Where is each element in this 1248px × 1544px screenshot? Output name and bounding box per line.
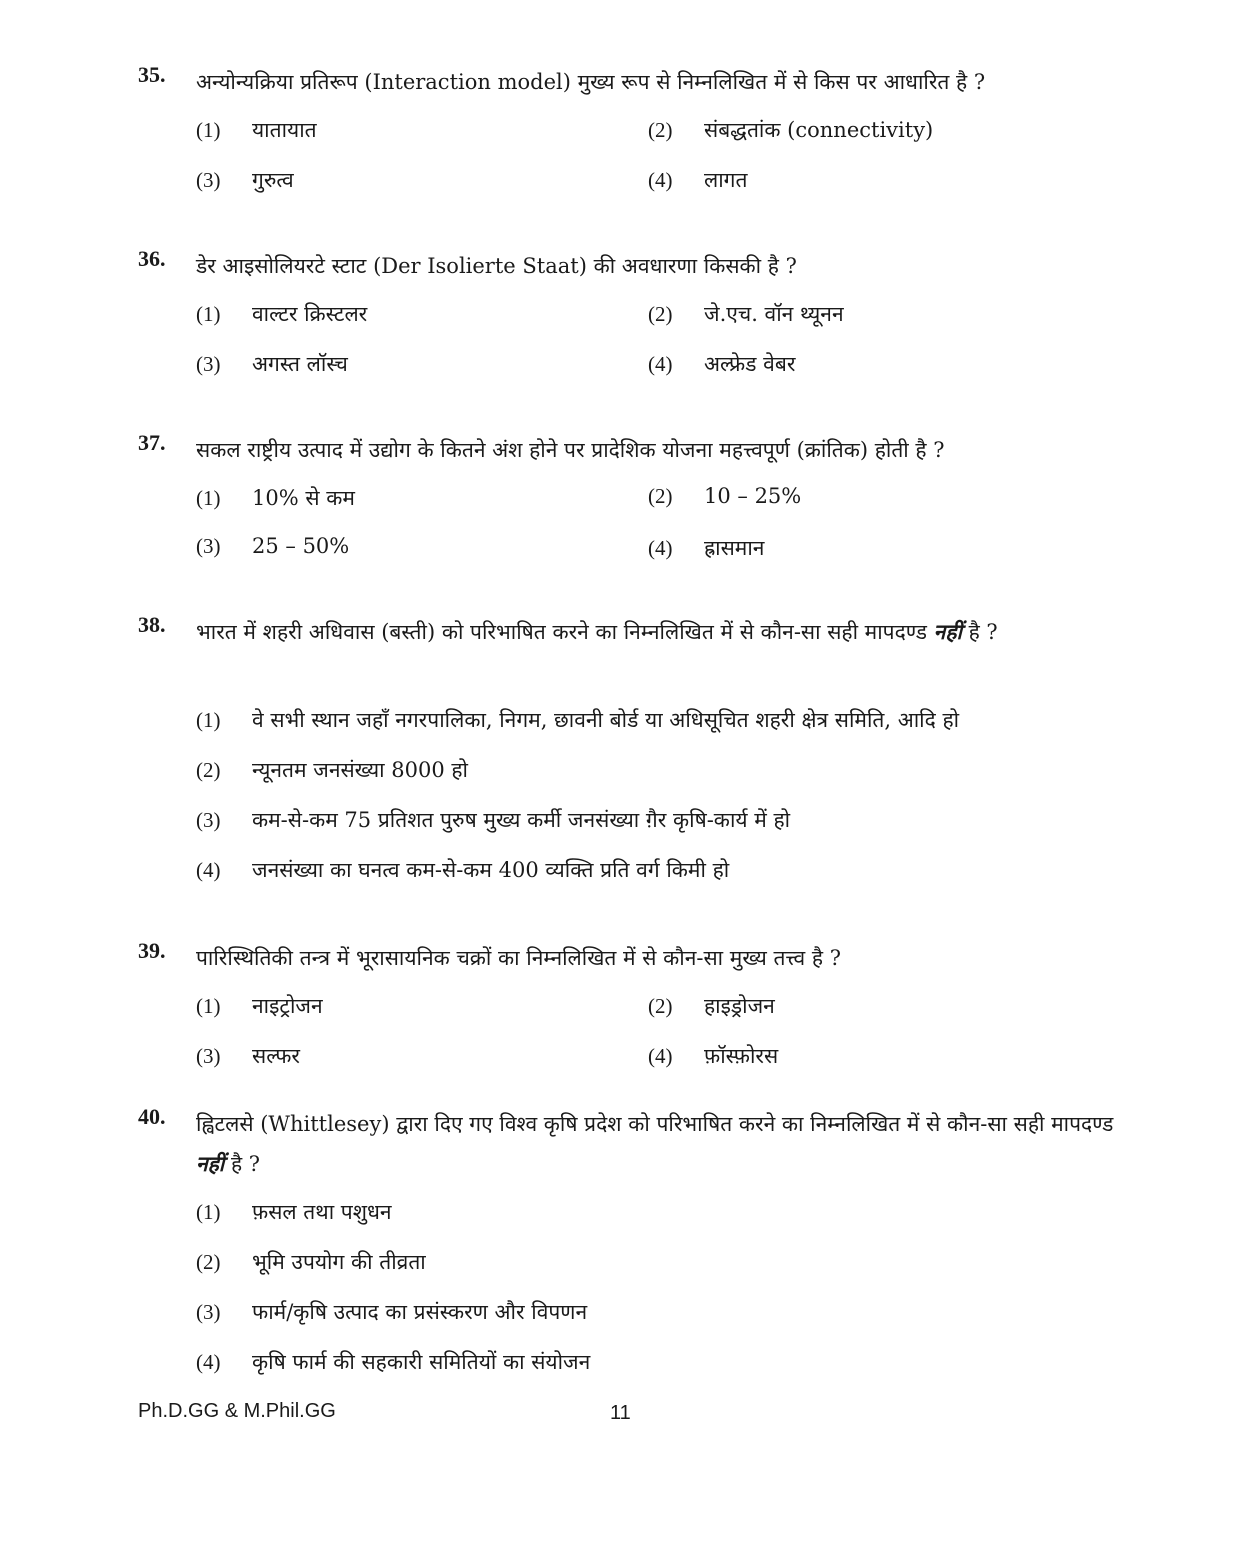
question-text: अन्योन्यक्रिया प्रतिरूप (Interaction model) मुख्य रूप से निम्नलिखित में से किस पर आधारित है ? [196,70,986,94]
option-4: (4) फ़ॉस्फ़ोरस [648,1044,779,1068]
option-1: (1) यातायात [196,118,317,142]
footer-exam-code: Ph.D.GG & M.Phil.GG [138,1400,336,1422]
option-3: (3) 25 – 50% [196,534,350,558]
option-2: (2) भूमि उपयोग की तीव्रता [196,1250,426,1274]
option-1: (1) 10% से कम [196,486,355,510]
option-2: (2) 10 – 25% [648,484,802,508]
option-2: (2) जे.एच. वॉन थ्यूनन [648,302,844,326]
option-1: (1) वाल्टर क्रिस्टलर [196,302,368,326]
question-text: सकल राष्ट्रीय उत्पाद में उद्योग के कितने अंश होने पर प्रादेशिक योजना महत्त्वपूर्ण (क्रांतिक) होती है ? [196,438,945,462]
option-4: (4) कृषि फार्म की सहकारी समितियों का संयोजन [196,1350,591,1374]
question-number: 37. [138,430,166,455]
option-4: (4) ह्रासमान [648,536,765,560]
question-text: भारत में शहरी अधिवास (बस्ती) को परिभाषित करने का निम्नलिखित में से कौन-सा सही मापदण्ड नहीं है ? [196,619,998,644]
question-text: डेर आइसोलियरटे स्टाट (Der Isolierte Staat) की अवधारणा किसकी है ? [196,254,797,278]
question-number: 38. [138,612,166,637]
emphasis-not: नहीं [933,619,962,644]
option-2: (2) न्यूनतम जनसंख्या 8000 हो [196,758,468,782]
option-3: (3) गुरुत्व [196,168,294,192]
question-number: 35. [138,62,166,87]
option-4: (4) अल्फ्रेड वेबर [648,352,796,376]
question-number: 40. [138,1104,166,1129]
page-number: 11 [610,1402,631,1424]
option-3: (3) फार्म/कृषि उत्पाद का प्रसंस्करण और विपणन [196,1300,588,1324]
option-1: (1) फ़सल तथा पशुधन [196,1200,392,1224]
question-number: 39. [138,938,166,963]
emphasis-not: नहीं [196,1151,225,1176]
option-2: (2) हाइड्रोजन [648,994,775,1018]
question-text: पारिस्थितिकी तन्त्र में भूरासायनिक चक्रों का निम्नलिखित में से कौन-सा मुख्य तत्त्व है ? [196,946,841,970]
option-3: (3) अगस्त लॉस्च [196,352,348,376]
question-number: 36. [138,246,166,271]
question-text: ह्विटलसे (Whittlesey) द्वारा दिए गए विश्व कृषि प्रदेश को परिभाषित करने का निम्नलिखित में से कौन-सा सही मापदण्ड नहीं है ? [196,1112,1114,1176]
option-1: (1) वे सभी स्थान जहाँ नगरपालिका, निगम, छावनी बोर्ड या अधिसूचित शहरी क्षेत्र समिति, आदि हो [196,708,960,732]
option-1: (1) नाइट्रोजन [196,994,323,1018]
option-3: (3) सल्फर [196,1044,300,1068]
option-4: (4) जनसंख्या का घनत्व कम-से-कम 400 व्यक्ति प्रति वर्ग किमी हो [196,858,730,882]
option-4: (4) लागत [648,168,748,192]
option-2: (2) संबद्धतांक (connectivity) [648,118,934,142]
option-3: (3) कम-से-कम 75 प्रतिशत पुरुष मुख्य कर्मी जनसंख्या ग़ैर कृषि-कार्य में हो [196,808,791,832]
